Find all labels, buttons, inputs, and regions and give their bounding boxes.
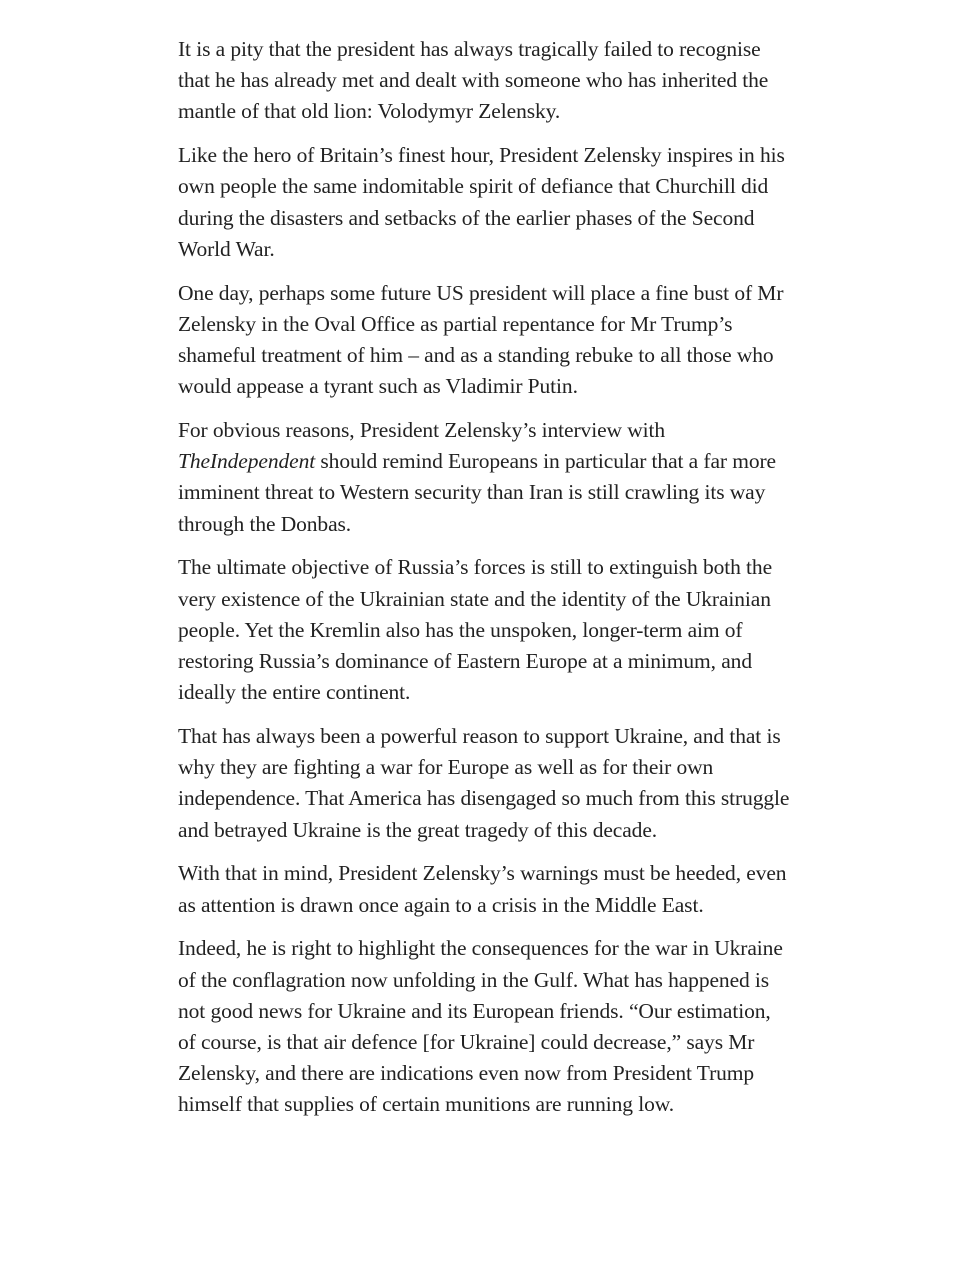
publication-name: TheIndependent xyxy=(178,449,316,474)
paragraph-4-rest: should remind Europeans in particular that a far more imminent threat to Western security than Iran is still crawling its way through the Donbas. xyxy=(178,449,776,536)
paragraph-2: Like the hero of Britain’s finest hour, President Zelensky inspires in his own people the same indomitable spirit of defiance that Churchill did during the disasters and setbacks of the earlier phases of the Second World War. xyxy=(178,143,785,261)
paragraph-5: The ultimate objective of Russia’s forces is still to extinguish both the very existence of the Ukrainian state and the identity of the Ukrainian people. Yet the Kremlin also has the unspoken, longer-term aim of restoring Russia’s dominance of Eastern Europe at a minimum, and ideally the entire continent. xyxy=(178,555,773,705)
paragraph-4-lead: For obvious reasons, President Zelensky’s interview with xyxy=(178,418,666,443)
article-body xyxy=(178,34,790,1133)
paragraph-3: One day, perhaps some future US president will place a fine bust of Mr Zelensky in the Oval Office as partial repentance for Mr Trump’s shameful treatment of him – and as a standing rebuke to all those who would appease a tyrant such as Vladimir Putin. xyxy=(178,280,784,399)
paragraph-4 xyxy=(178,415,790,540)
paragraph-1: It is a pity that the president has always tragically failed to recognise that he has already met and dealt with someone who has inherited the mantle of that old lion: Volodymyr Zelensky. xyxy=(178,37,769,124)
paragraph-6: That has always been a powerful reason to support Ukraine, and that is why they are fighting a war for Europe as well as for their own independence. That America has disengaged so much from this struggle and betrayed Ukraine is the great tragedy of this decade. xyxy=(178,724,790,842)
paragraph-8: Indeed, he is right to highlight the consequences for the war in Ukraine of the conflagration now unfolding in the Gulf. What has happened is not good news for Ukraine and its European friends. “Our estimation, of course, is that air defence [for Ukraine] could decrease,” says Mr Zelensky, and there are indications even now from President Trump himself that supplies of certain munitions are running low. xyxy=(178,936,783,1117)
paragraph-7: With that in mind, President Zelensky’s warnings must be heeded, even as attention is drawn once again to a crisis in the Middle East. xyxy=(178,861,787,917)
